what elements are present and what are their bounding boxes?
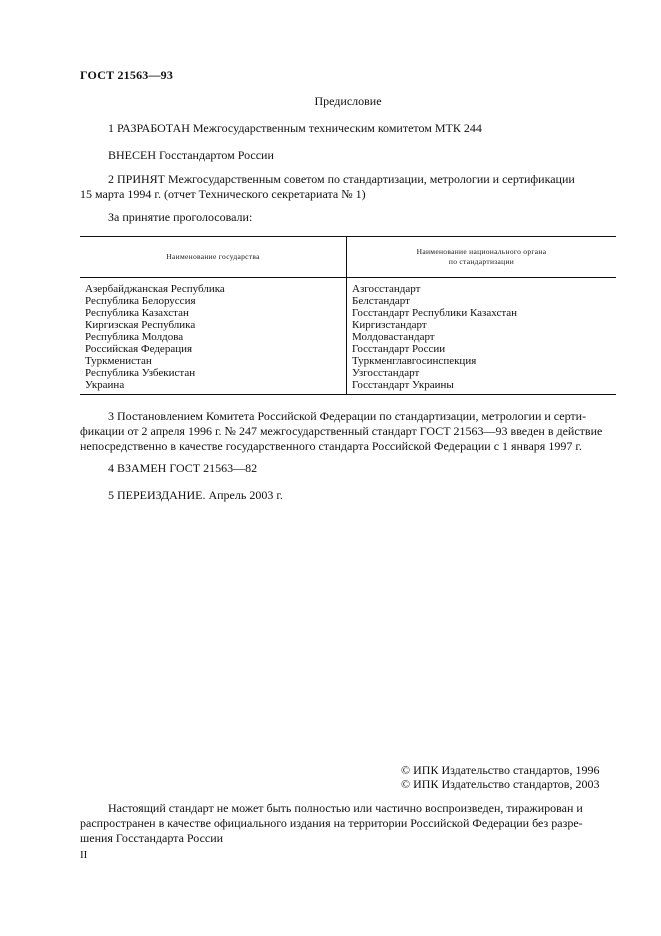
table-header-line: Наименование национального органа [416,247,547,256]
table-cell-state: Российская Федерация [85,343,193,355]
section-title: Предисловие [314,94,382,108]
paragraph-line: фикации от 2 апреля 1996 г. № 247 межгосударственный стандарт ГОСТ 21563—93 введен в действие [80,424,603,438]
paragraph-introduced: ВНЕСЕН Госстандартом России [108,148,274,162]
table-cell-state: Республика Молдова [85,331,184,343]
table-cell-body: Киргизстандарт [352,319,427,331]
table-cell-state: Киргизская Республика [85,319,196,331]
document-header: ГОСТ 21563—93 [80,68,174,82]
table-cell-body: Госстандарт России [352,343,446,355]
table-cell-state: Республика Белоруссия [85,295,196,307]
table-cell-state: Украина [85,379,125,391]
paragraph-reissue: 5 ПЕРЕИЗДАНИЕ. Апрель 2003 г. [108,488,283,502]
paragraph-enacted [80,409,616,454]
table-cell-body: Азгосстандарт [352,283,421,295]
states-column [80,278,347,395]
copyright-line: © ИПК Издательство стандартов, 2003 [401,777,600,791]
bodies-column [347,278,617,395]
table-header-state: Наименование государства [80,237,347,278]
table-header-line: по стандартизации [448,257,515,266]
paragraph-line: 3 Постановлением Комитета Российской Федерации по стандартизации, метрологии и серти- [108,409,587,423]
table-cell-body: Молдовастандарт [352,331,435,343]
table-cell-state: Республика Узбекистан [85,367,196,379]
paragraph-voted: За принятие проголосовали: [108,210,253,224]
notice-line: шения Госстандарта России [80,831,224,845]
table-header-body [347,237,617,278]
table-cell-state: Туркменистан [85,355,152,367]
paragraph-replaces: 4 ВЗАМЕН ГОСТ 21563—82 [108,461,258,475]
table-cell-state: Республика Казахстан [85,307,189,319]
copyright-line: © ИПК Издательство стандартов, 1996 [401,763,600,777]
voting-table [80,236,616,395]
table-cell-body: Белстандарт [352,295,410,307]
paragraph-line: непосредственно в качестве государственного стандарта Российской Федерации с 1 января 1997 г. [80,439,582,453]
table-cell-body: Госстандарт Украины [352,379,454,391]
paragraph-developed: 1 РАЗРАБОТАН Межгосударственным техническим комитетом МТК 244 [108,121,482,135]
paragraph-adopted [80,172,616,202]
page-number: II [80,849,88,861]
paragraph-line: 15 марта 1994 г. (отчет Технического секретариата № 1) [80,187,366,201]
table-cell-body: Госстандарт Республики Казахстан [352,307,518,319]
notice-line: Настоящий стандарт не может быть полностью или частично воспроизведен, тиражирован и [108,801,583,815]
table-cell-state: Азербайджанская Республика [85,283,225,295]
table-cell-body: Туркменглавгосинспекция [352,355,477,367]
reproduction-notice [80,801,616,846]
notice-line: распространен в качестве официального издания на территории Российской Федерации без разре- [80,816,583,830]
copyright-block [401,763,599,791]
table-cell-body: Узгосстандарт [352,367,420,379]
paragraph-line: 2 ПРИНЯТ Межгосударственным советом по стандартизации, метрологии и сертификации [108,172,575,186]
